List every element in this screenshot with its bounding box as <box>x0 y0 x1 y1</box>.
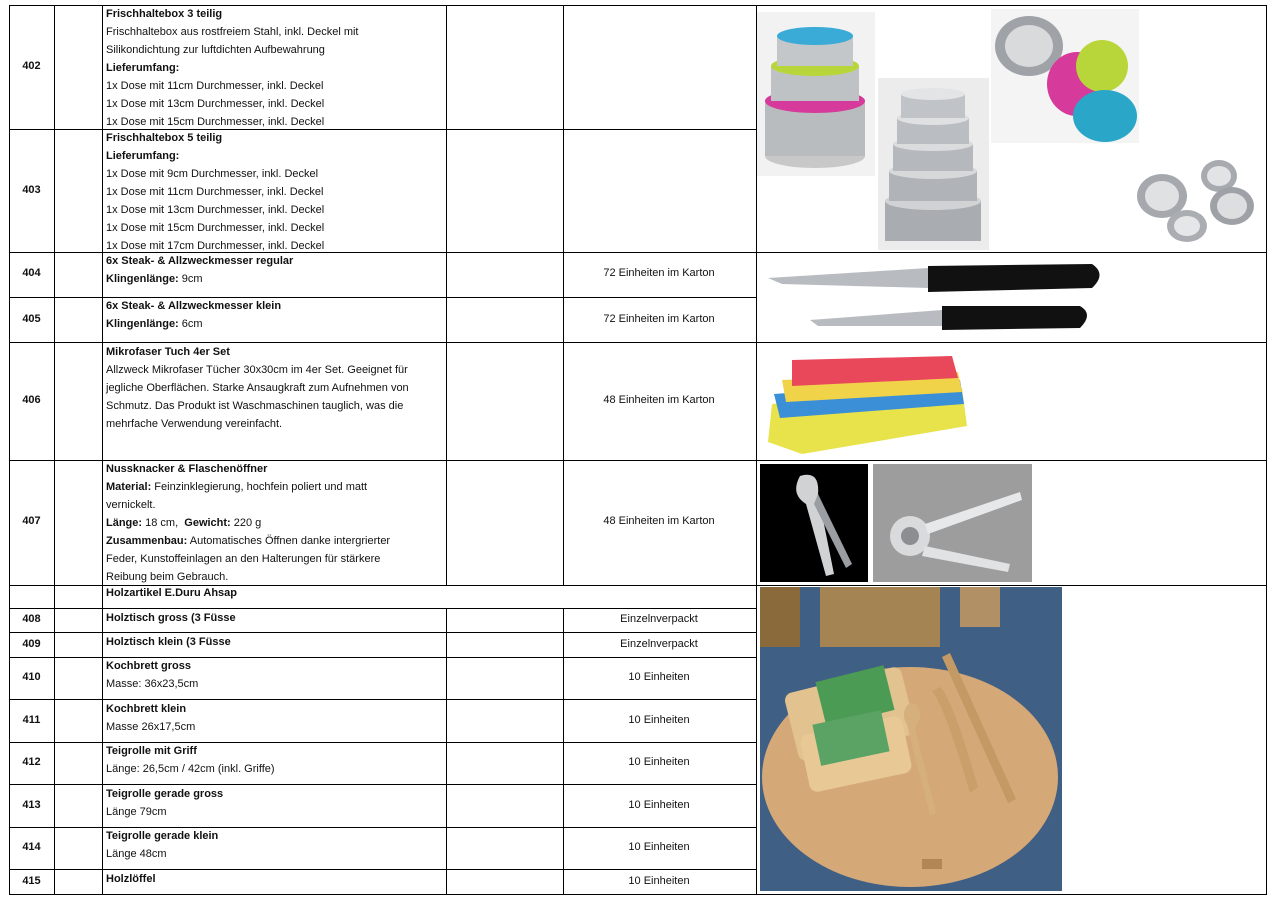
item-description <box>106 297 444 333</box>
assembly-text: Feder, Kunstoffeinlagen an den Halterungen für stärkere <box>106 553 381 565</box>
packaging-info: 48 Einheiten im Karton <box>603 515 715 527</box>
scope-item: 1x Dose mit 11cm Durchmesser, inkl. Deckel <box>106 186 324 198</box>
item-number: 403 <box>22 184 41 196</box>
item-description <box>106 252 444 288</box>
item-title: Holzlöffel <box>106 873 156 885</box>
description-line: Allzweck Mikrofaser Tücher 30x30cm im 4er Set. Geeignet für <box>106 364 408 376</box>
item-subtitle: Masse: 36x23,5cm <box>106 678 199 690</box>
scope-item: 1x Dose mit 9cm Durchmesser, inkl. Deckel <box>106 168 319 180</box>
description-line: mehrfache Verwendung vereinfacht. <box>106 418 283 430</box>
item-description <box>106 5 444 131</box>
item-title: Teigrolle mit Griff <box>106 745 197 757</box>
material-text: vernickelt. <box>106 499 156 511</box>
item-number: 408 <box>22 613 41 625</box>
packaging-info: 48 Einheiten im Karton <box>603 394 715 406</box>
length-value: 18 cm, <box>142 517 179 529</box>
item-title: 6x Steak- & Allzweckmesser klein <box>106 300 282 312</box>
weight-value: 220 g <box>230 517 262 529</box>
item-description <box>106 343 444 433</box>
material-text: Feinzinklegierung, hochfein poliert und matt <box>151 481 368 493</box>
item-number: 411 <box>22 714 41 726</box>
packaging-info: Einzelnverpackt <box>620 613 698 625</box>
item-number: 410 <box>22 671 41 683</box>
packaging-info: 72 Einheiten im Karton <box>603 313 715 325</box>
description-line: Frischhaltebox aus rostfreiem Stahl, inkl. Deckel mit <box>106 26 359 38</box>
packaging-info: 10 Einheiten <box>628 756 690 768</box>
scope-label: Lieferumfang: <box>106 62 180 74</box>
blade-length-value: 6cm <box>178 318 203 330</box>
blade-length-label: Klingenlänge: <box>106 318 179 330</box>
item-number: 412 <box>22 756 41 768</box>
item-description <box>106 700 444 736</box>
item-title: Holztisch gross (3 Füsse <box>106 612 236 624</box>
length-label: Länge: <box>106 517 143 529</box>
scope-item: 1x Dose mit 15cm Durchmesser, inkl. Deckel <box>106 222 325 234</box>
item-description <box>106 129 444 255</box>
item-number: 402 <box>22 60 41 72</box>
assembly-label: Zusammenbau: <box>106 535 188 547</box>
item-description <box>106 870 444 888</box>
packaging-info: 72 Einheiten im Karton <box>603 267 715 279</box>
blade-length-label: Klingenlänge: <box>106 273 179 285</box>
item-number: 414 <box>22 841 41 853</box>
description-line: Schmutz. Das Produkt ist Waschmaschinen tauglich, was die <box>106 400 404 412</box>
packaging-info: 10 Einheiten <box>628 875 690 887</box>
item-subtitle: Länge: 26,5cm / 42cm (inkl. Griffe) <box>106 763 275 775</box>
item-description <box>106 609 444 627</box>
scope-label: Lieferumfang: <box>106 150 180 162</box>
item-title: Mikrofaser Tuch 4er Set <box>106 346 230 358</box>
item-description <box>106 657 444 693</box>
item-number: 407 <box>22 515 41 527</box>
item-subtitle: Länge 48cm <box>106 848 167 860</box>
scope-item: 1x Dose mit 15cm Durchmesser, inkl. Deckel <box>106 116 325 128</box>
item-subtitle: Masse 26x17,5cm <box>106 721 196 733</box>
packaging-info: 10 Einheiten <box>628 799 690 811</box>
blade-length-value: 9cm <box>178 273 203 285</box>
item-title: 6x Steak- & Allzweckmesser regular <box>106 255 294 267</box>
nutcracker-image <box>760 464 1032 582</box>
item-number: 413 <box>22 799 41 811</box>
scope-item: 1x Dose mit 17cm Durchmesser, inkl. Deckel <box>106 240 325 252</box>
item-description <box>106 785 444 821</box>
item-number: 405 <box>22 313 41 325</box>
scope-item: 1x Dose mit 13cm Durchmesser, inkl. Deckel <box>106 204 325 216</box>
wooden-items-image <box>760 587 1062 891</box>
item-number: 404 <box>22 267 41 279</box>
knives-image <box>762 254 1112 340</box>
item-title: Kochbrett gross <box>106 660 191 672</box>
item-number: 415 <box>22 875 41 887</box>
scope-item: 1x Dose mit 11cm Durchmesser, inkl. Deckel <box>106 80 324 92</box>
description-line: jegliche Oberflächen. Starke Ansaugkraft zum Aufnehmen von <box>106 382 409 394</box>
packaging-info: 10 Einheiten <box>628 671 690 683</box>
item-subtitle: Länge 79cm <box>106 806 167 818</box>
packaging-info: 10 Einheiten <box>628 841 690 853</box>
item-description <box>106 633 444 651</box>
item-title: Holztisch klein (3 Füsse <box>106 636 231 648</box>
section-title <box>106 584 444 602</box>
assembly-text: Automatisches Öffnen danke intergrierter <box>187 535 391 547</box>
storage-boxes-image <box>757 6 1265 252</box>
assembly-text: Reibung beim Gebrauch. <box>106 571 229 583</box>
item-title: Teigrolle gerade klein <box>106 830 219 842</box>
microfiber-cloths-image <box>762 346 974 456</box>
description-line: Silikondichtung zur luftdichten Aufbewahrung <box>106 44 325 56</box>
material-label: Material: <box>106 481 152 493</box>
item-description <box>106 742 444 778</box>
item-number: 406 <box>22 394 41 406</box>
item-title: Nussknacker & Flaschenöffner <box>106 463 268 475</box>
item-title: Kochbrett klein <box>106 703 187 715</box>
item-number: 409 <box>22 638 41 650</box>
section-title-text: Holzartikel E.Duru Ahsap <box>106 587 238 599</box>
weight-label: Gewicht: <box>184 517 231 529</box>
item-title: Frischhaltebox 3 teilig <box>106 8 223 20</box>
item-title: Frischhaltebox 5 teilig <box>106 132 223 144</box>
item-description <box>106 827 444 863</box>
item-title: Teigrolle gerade gross <box>106 788 224 800</box>
item-description <box>106 460 444 586</box>
packaging-info: 10 Einheiten <box>628 714 690 726</box>
packaging-info: Einzelnverpackt <box>620 638 698 650</box>
scope-item: 1x Dose mit 13cm Durchmesser, inkl. Deckel <box>106 98 325 110</box>
